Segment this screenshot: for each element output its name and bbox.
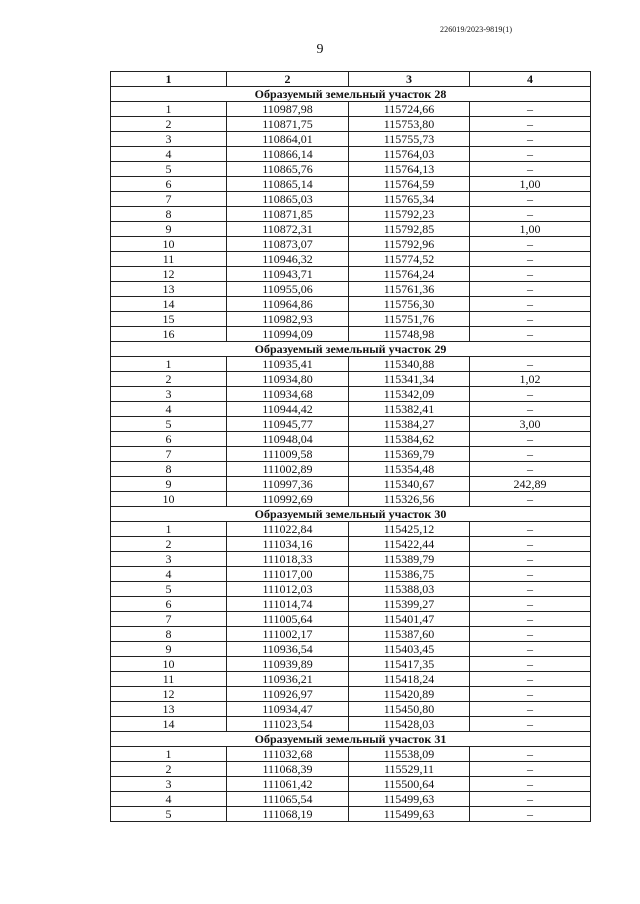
table-row (111, 672, 591, 687)
column-4-value: – (470, 162, 591, 177)
column-4-value: – (470, 552, 591, 567)
x-coordinate: 111005,64 (227, 612, 349, 627)
x-coordinate: 110871,75 (227, 117, 349, 132)
x-coordinate: 110934,80 (227, 372, 349, 387)
table-row (111, 717, 591, 732)
column-header: 1 (111, 72, 227, 87)
column-4-value: – (470, 582, 591, 597)
section-heading-row (111, 87, 591, 102)
column-4-value: 242,89 (470, 477, 591, 492)
point-number: 4 (111, 792, 227, 807)
point-number: 1 (111, 102, 227, 117)
section-heading-row (111, 342, 591, 357)
column-4-value: – (470, 282, 591, 297)
x-coordinate: 110926,97 (227, 687, 349, 702)
column-4-value: – (470, 357, 591, 372)
column-4-value: – (470, 387, 591, 402)
point-number: 10 (111, 492, 227, 507)
column-4-value: 1,00 (470, 222, 591, 237)
x-coordinate: 110865,03 (227, 192, 349, 207)
x-coordinate: 110865,14 (227, 177, 349, 192)
table-row (111, 792, 591, 807)
y-coordinate: 115422,44 (349, 537, 470, 552)
table-row (111, 687, 591, 702)
y-coordinate: 115340,88 (349, 357, 470, 372)
table-row (111, 132, 591, 147)
x-coordinate: 110982,93 (227, 312, 349, 327)
column-4-value: – (470, 207, 591, 222)
section-heading-row (111, 732, 591, 747)
column-4-value: 1,00 (470, 177, 591, 192)
column-4-value: – (470, 447, 591, 462)
column-header: 3 (349, 72, 470, 87)
coordinates-table (110, 71, 591, 822)
y-coordinate: 115529,11 (349, 762, 470, 777)
table-row (111, 612, 591, 627)
x-coordinate: 110992,69 (227, 492, 349, 507)
point-number: 5 (111, 582, 227, 597)
column-4-value: – (470, 252, 591, 267)
column-4-value: – (470, 402, 591, 417)
section-heading-row (111, 507, 591, 522)
table-row (111, 417, 591, 432)
y-coordinate: 115341,34 (349, 372, 470, 387)
point-number: 10 (111, 657, 227, 672)
column-4-value: – (470, 807, 591, 822)
table-row (111, 552, 591, 567)
table-row (111, 447, 591, 462)
x-coordinate: 111065,54 (227, 792, 349, 807)
point-number: 1 (111, 522, 227, 537)
y-coordinate: 115450,80 (349, 702, 470, 717)
table-row (111, 372, 591, 387)
column-4-value: – (470, 627, 591, 642)
y-coordinate: 115756,30 (349, 297, 470, 312)
x-coordinate: 110945,77 (227, 417, 349, 432)
y-coordinate: 115792,85 (349, 222, 470, 237)
table-row (111, 642, 591, 657)
y-coordinate: 115388,03 (349, 582, 470, 597)
table-row (111, 282, 591, 297)
column-4-value: – (470, 687, 591, 702)
table-row (111, 252, 591, 267)
table-row (111, 462, 591, 477)
y-coordinate: 115417,35 (349, 657, 470, 672)
column-4-value: – (470, 762, 591, 777)
section-title: Образуемый земельный участок 29 (111, 342, 591, 357)
point-number: 2 (111, 537, 227, 552)
x-coordinate: 111014,74 (227, 597, 349, 612)
table-row (111, 492, 591, 507)
x-coordinate: 111034,16 (227, 537, 349, 552)
point-number: 15 (111, 312, 227, 327)
point-number: 14 (111, 717, 227, 732)
y-coordinate: 115765,34 (349, 192, 470, 207)
x-coordinate: 110934,47 (227, 702, 349, 717)
table-row (111, 162, 591, 177)
y-coordinate: 115499,63 (349, 792, 470, 807)
x-coordinate: 111068,19 (227, 807, 349, 822)
y-coordinate: 115403,45 (349, 642, 470, 657)
point-number: 4 (111, 402, 227, 417)
point-number: 7 (111, 447, 227, 462)
column-4-value: – (470, 147, 591, 162)
column-4-value: – (470, 702, 591, 717)
point-number: 3 (111, 387, 227, 402)
column-4-value: – (470, 492, 591, 507)
point-number: 10 (111, 237, 227, 252)
x-coordinate: 110936,21 (227, 672, 349, 687)
column-4-value: – (470, 297, 591, 312)
point-number: 8 (111, 207, 227, 222)
table-row (111, 297, 591, 312)
point-number: 9 (111, 222, 227, 237)
y-coordinate: 115399,27 (349, 597, 470, 612)
y-coordinate: 115340,67 (349, 477, 470, 492)
x-coordinate: 110936,54 (227, 642, 349, 657)
x-coordinate: 110871,85 (227, 207, 349, 222)
point-number: 11 (111, 672, 227, 687)
y-coordinate: 115384,27 (349, 417, 470, 432)
point-number: 3 (111, 132, 227, 147)
column-4-value: – (470, 657, 591, 672)
y-coordinate: 115499,63 (349, 807, 470, 822)
x-coordinate: 110994,09 (227, 327, 349, 342)
column-4-value: – (470, 792, 591, 807)
column-4-value: – (470, 747, 591, 762)
section-title: Образуемый земельный участок 28 (111, 87, 591, 102)
column-4-value: – (470, 192, 591, 207)
table-row (111, 387, 591, 402)
y-coordinate: 115354,48 (349, 462, 470, 477)
y-coordinate: 115382,41 (349, 402, 470, 417)
y-coordinate: 115764,13 (349, 162, 470, 177)
point-number: 3 (111, 777, 227, 792)
y-coordinate: 115755,73 (349, 132, 470, 147)
point-number: 5 (111, 162, 227, 177)
table-row (111, 357, 591, 372)
x-coordinate: 110864,01 (227, 132, 349, 147)
x-coordinate: 111012,03 (227, 582, 349, 597)
point-number: 6 (111, 432, 227, 447)
x-coordinate: 111022,84 (227, 522, 349, 537)
point-number: 12 (111, 687, 227, 702)
x-coordinate: 110964,86 (227, 297, 349, 312)
column-4-value: – (470, 522, 591, 537)
column-4-value: – (470, 102, 591, 117)
column-4-value: – (470, 642, 591, 657)
table-row (111, 147, 591, 162)
x-coordinate: 110872,31 (227, 222, 349, 237)
x-coordinate: 110946,32 (227, 252, 349, 267)
y-coordinate: 115761,36 (349, 282, 470, 297)
point-number: 4 (111, 567, 227, 582)
table-row (111, 627, 591, 642)
table-row (111, 582, 591, 597)
y-coordinate: 115764,59 (349, 177, 470, 192)
column-header: 2 (227, 72, 349, 87)
x-coordinate: 111009,58 (227, 447, 349, 462)
table-row (111, 747, 591, 762)
point-number: 8 (111, 627, 227, 642)
x-coordinate: 110955,06 (227, 282, 349, 297)
table-row (111, 762, 591, 777)
x-coordinate: 110873,07 (227, 237, 349, 252)
column-4-value: – (470, 537, 591, 552)
y-coordinate: 115764,03 (349, 147, 470, 162)
x-coordinate: 110943,71 (227, 267, 349, 282)
x-coordinate: 110934,68 (227, 387, 349, 402)
x-coordinate: 110997,36 (227, 477, 349, 492)
table-row (111, 237, 591, 252)
point-number: 8 (111, 462, 227, 477)
table-row (111, 597, 591, 612)
column-4-value: – (470, 312, 591, 327)
y-coordinate: 115538,09 (349, 747, 470, 762)
x-coordinate: 111061,42 (227, 777, 349, 792)
y-coordinate: 115387,60 (349, 627, 470, 642)
table-row (111, 207, 591, 222)
y-coordinate: 115748,98 (349, 327, 470, 342)
table-row (111, 702, 591, 717)
table-row (111, 327, 591, 342)
column-4-value: – (470, 612, 591, 627)
document-id: 226019/2023-9819(1) (440, 25, 513, 34)
y-coordinate: 115342,09 (349, 387, 470, 402)
point-number: 9 (111, 642, 227, 657)
x-coordinate: 111023,54 (227, 717, 349, 732)
point-number: 11 (111, 252, 227, 267)
table-row (111, 777, 591, 792)
y-coordinate: 115418,24 (349, 672, 470, 687)
x-coordinate: 110944,42 (227, 402, 349, 417)
point-number: 2 (111, 117, 227, 132)
y-coordinate: 115428,03 (349, 717, 470, 732)
table-row (111, 177, 591, 192)
column-4-value: – (470, 432, 591, 447)
table-row (111, 537, 591, 552)
table-row (111, 222, 591, 237)
point-number: 16 (111, 327, 227, 342)
table-row (111, 102, 591, 117)
column-4-value: – (470, 777, 591, 792)
y-coordinate: 115764,24 (349, 267, 470, 282)
column-4-value: – (470, 267, 591, 282)
x-coordinate: 111032,68 (227, 747, 349, 762)
column-header: 4 (470, 72, 591, 87)
column-4-value: – (470, 462, 591, 477)
y-coordinate: 115500,64 (349, 777, 470, 792)
table-row (111, 522, 591, 537)
point-number: 5 (111, 807, 227, 822)
table-row (111, 402, 591, 417)
y-coordinate: 115401,47 (349, 612, 470, 627)
y-coordinate: 115420,89 (349, 687, 470, 702)
x-coordinate: 111017,00 (227, 567, 349, 582)
column-4-value: – (470, 237, 591, 252)
point-number: 7 (111, 612, 227, 627)
point-number: 5 (111, 417, 227, 432)
y-coordinate: 115792,23 (349, 207, 470, 222)
x-coordinate: 110939,89 (227, 657, 349, 672)
point-number: 6 (111, 177, 227, 192)
x-coordinate: 111018,33 (227, 552, 349, 567)
y-coordinate: 115774,52 (349, 252, 470, 267)
point-number: 2 (111, 372, 227, 387)
point-number: 1 (111, 357, 227, 372)
table-row (111, 312, 591, 327)
x-coordinate: 110987,98 (227, 102, 349, 117)
table-row (111, 567, 591, 582)
y-coordinate: 115751,76 (349, 312, 470, 327)
x-coordinate: 110948,04 (227, 432, 349, 447)
column-4-value: – (470, 672, 591, 687)
column-4-value: – (470, 567, 591, 582)
section-title: Образуемый земельный участок 31 (111, 732, 591, 747)
x-coordinate: 111068,39 (227, 762, 349, 777)
table-body (111, 87, 591, 822)
point-number: 1 (111, 747, 227, 762)
y-coordinate: 115369,79 (349, 447, 470, 462)
column-4-value: 3,00 (470, 417, 591, 432)
x-coordinate: 110865,76 (227, 162, 349, 177)
column-4-value: 1,02 (470, 372, 591, 387)
point-number: 3 (111, 552, 227, 567)
x-coordinate: 110866,14 (227, 147, 349, 162)
x-coordinate: 111002,89 (227, 462, 349, 477)
point-number: 14 (111, 297, 227, 312)
table-row (111, 192, 591, 207)
point-number: 13 (111, 702, 227, 717)
table-row (111, 117, 591, 132)
point-number: 4 (111, 147, 227, 162)
x-coordinate: 110935,41 (227, 357, 349, 372)
page-number: 9 (316, 42, 324, 57)
column-4-value: – (470, 597, 591, 612)
point-number: 6 (111, 597, 227, 612)
column-4-value: – (470, 327, 591, 342)
x-coordinate: 111002,17 (227, 627, 349, 642)
header-row (111, 72, 591, 87)
point-number: 9 (111, 477, 227, 492)
point-number: 2 (111, 762, 227, 777)
section-title: Образуемый земельный участок 30 (111, 507, 591, 522)
column-4-value: – (470, 117, 591, 132)
column-4-value: – (470, 717, 591, 732)
y-coordinate: 115753,80 (349, 117, 470, 132)
y-coordinate: 115425,12 (349, 522, 470, 537)
column-4-value: – (470, 132, 591, 147)
point-number: 7 (111, 192, 227, 207)
table-row (111, 432, 591, 447)
point-number: 13 (111, 282, 227, 297)
y-coordinate: 115384,62 (349, 432, 470, 447)
point-number: 12 (111, 267, 227, 282)
y-coordinate: 115386,75 (349, 567, 470, 582)
y-coordinate: 115792,96 (349, 237, 470, 252)
y-coordinate: 115724,66 (349, 102, 470, 117)
y-coordinate: 115389,79 (349, 552, 470, 567)
table-row (111, 477, 591, 492)
table-header (111, 72, 591, 87)
table-row (111, 657, 591, 672)
table-row (111, 807, 591, 822)
table-row (111, 267, 591, 282)
y-coordinate: 115326,56 (349, 492, 470, 507)
